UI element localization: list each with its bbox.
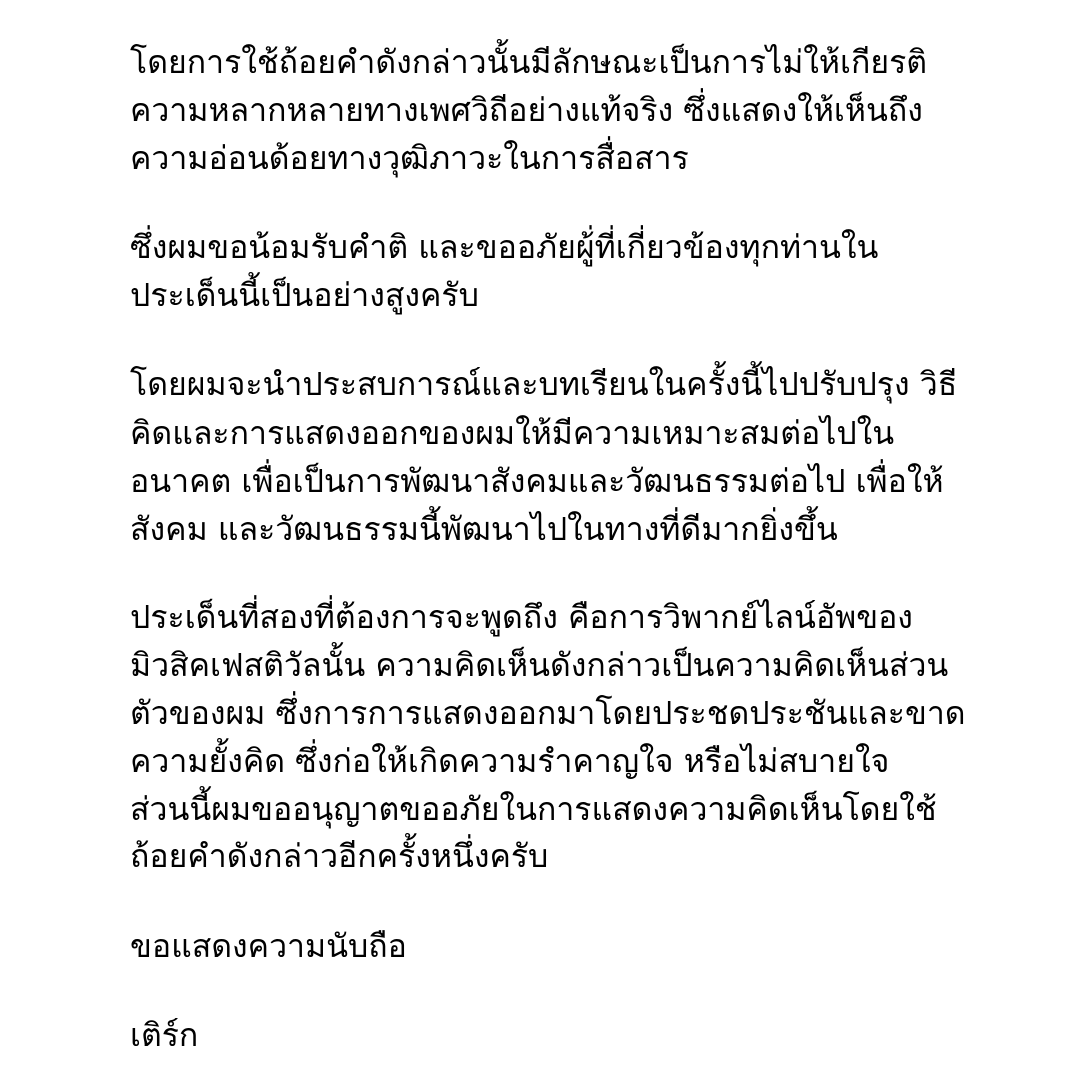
paragraph-1-line-1: โดยการใช้ถ้อยคำดังกล่าวนั้นมีลักษณะเป็นการไม่ให้เกียรติ (130, 43, 928, 81)
paragraph-1-line-3: ความอ่อนด้อยทางวุฒิภาวะในการสื่อสาร (130, 139, 689, 177)
paragraph-2-line-1: ซึ่งผมขอน้อมรับคำติ และขออภัยผู้่ที่เกี่ยวข้องทุกท่านใน (130, 228, 879, 266)
paragraph-3-line-4: สังคม และวัฒนธรรมนี้พัฒนาไปในทางที่ดีมากยิ่งขึ้น (130, 510, 838, 548)
paragraph-2-line-2: ประเด็นนี้เป็นอย่างสูงครับ (130, 276, 479, 314)
paragraph-3-line-2: คิดและการแสดงออกของผมให้มีความเหมาะสมต่อไปใน (130, 414, 895, 452)
signature-name: เติร์ก (130, 1016, 199, 1054)
paragraph-4-line-4: ความยั้งคิด ซึ่งก่อให้เกิดความรำคาญใจ หรือไม่สบายใจ (130, 742, 890, 780)
paragraph-4-line-3: ตัวของผม ซึ่งการการแสดงออกมาโดยประชดประชันและขาด (130, 694, 966, 732)
paragraph-3-line-3: อนาคต เพื่อเป็นการพัฒนาสังคมและวัฒนธรรมต่อไป เพื่อให้ (130, 462, 944, 500)
closing-salutation: ขอแสดงความนับถือ (130, 927, 407, 965)
paragraph-4-line-6: ถ้อยคำดังกล่าวอีกครั้งหนึ่งครับ (130, 837, 549, 875)
paragraph-3-line-1: โดยผมจะนำประสบการณ์และบทเรียนในครั้งนี้ไปปรับปรุง วิธี (130, 365, 958, 403)
paragraph-4-line-5: ส่วนนี้ผมขออนุญาตขออภัยในการแสดงความคิดเห็นโดยใช้ (130, 790, 937, 828)
paragraph-4-line-2: มิวสิคเฟสติวัลนั้น ความคิดเห็นดังกล่าวเป็นความคิดเห็นส่วน (130, 646, 949, 684)
paragraph-1-line-2: ความหลากหลายทางเพศวิถีอย่างแท้จริง ซึ่งแสดงให้เห็นถึง (130, 91, 923, 129)
paragraph-4-line-1: ประเด็นที่สองที่ต้องการจะพูดถึง คือการวิพากย์ไลน์อัพของ (130, 598, 913, 636)
